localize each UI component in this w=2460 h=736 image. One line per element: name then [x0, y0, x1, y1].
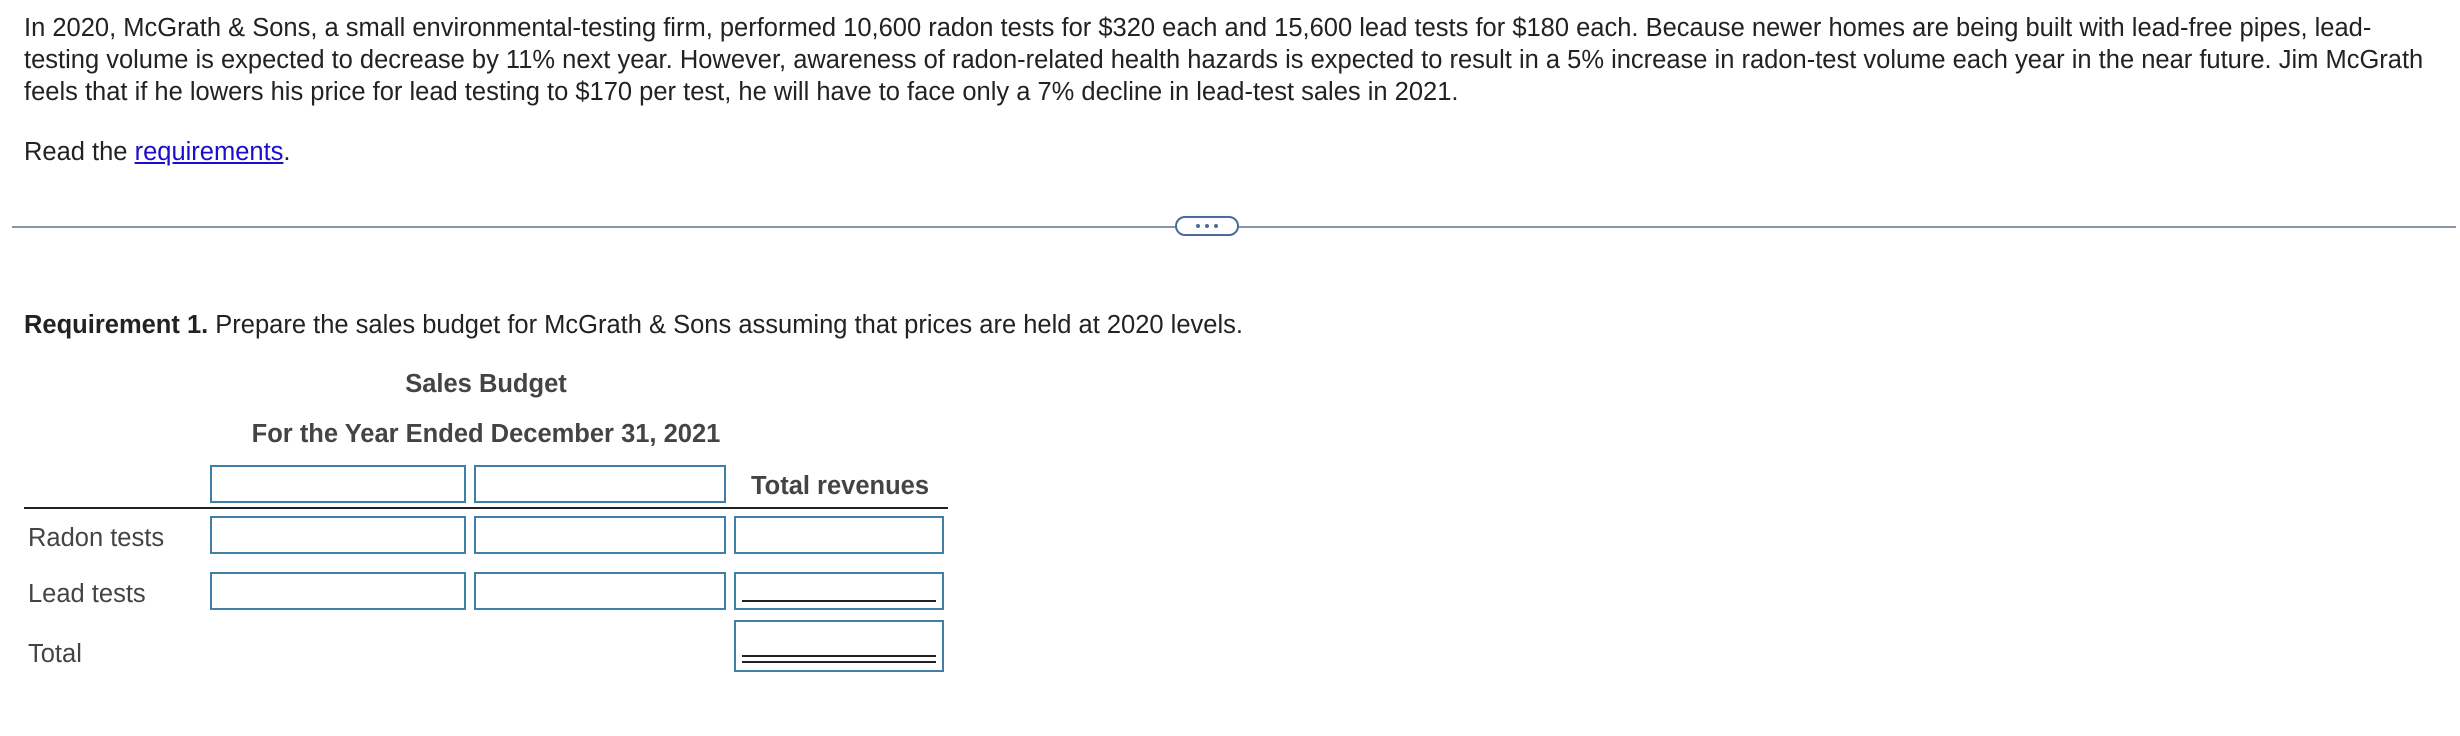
row-label-total: Total	[28, 640, 82, 668]
lead-revenue-input[interactable]	[734, 572, 944, 610]
lead-units-input[interactable]	[210, 572, 466, 610]
ellipsis-icon	[1196, 224, 1200, 228]
row-label-lead-tests: Lead tests	[28, 580, 146, 608]
read-prefix: Read the	[24, 138, 135, 166]
row-label-radon-tests: Radon tests	[28, 524, 165, 552]
problem-statement: In 2020, McGrath & Sons, a small environmental-testing firm, performed 10,600 radon tests for $320 each and 15,600 lead tests for $180 each. Because newer homes are being built with lead-free pipes, lead-testing volume is expected to decrease by 11% next year. However, awareness of radon-related health hazards is expected to result in a 5% increase in radon-test volume each year in the near future. Jim McGrath feels that if he lowers his price for lead testing to $170 per test, he will have to face only a 7% decline in lead-test sales in 2021.	[24, 14, 2424, 106]
expand-more-button[interactable]	[1175, 216, 1239, 236]
header-input-1[interactable]	[210, 465, 466, 503]
read-suffix: .	[283, 138, 291, 166]
total-revenue-input[interactable]	[734, 620, 944, 672]
requirements-link[interactable]: requirements	[134, 138, 284, 166]
requirement-text: Prepare the sales budget for McGrath & Sons assuming that prices are held at 2020 levels.	[208, 311, 1243, 339]
requirement-label: Requirement 1.	[24, 311, 209, 339]
ellipsis-icon	[1214, 224, 1218, 228]
budget-period: For the Year Ended December 31, 2021	[251, 420, 721, 448]
radon-revenue-input[interactable]	[734, 516, 944, 554]
radon-price-input[interactable]	[474, 516, 726, 554]
lead-price-input[interactable]	[474, 572, 726, 610]
radon-units-input[interactable]	[210, 516, 466, 554]
ellipsis-icon	[1205, 224, 1209, 228]
requirement-1	[24, 309, 1243, 341]
header-input-2[interactable]	[474, 465, 726, 503]
read-requirements-line	[24, 136, 291, 168]
total-revenues-header: Total revenues	[750, 472, 930, 500]
budget-title: Sales Budget	[405, 370, 567, 398]
header-rule	[24, 507, 948, 509]
